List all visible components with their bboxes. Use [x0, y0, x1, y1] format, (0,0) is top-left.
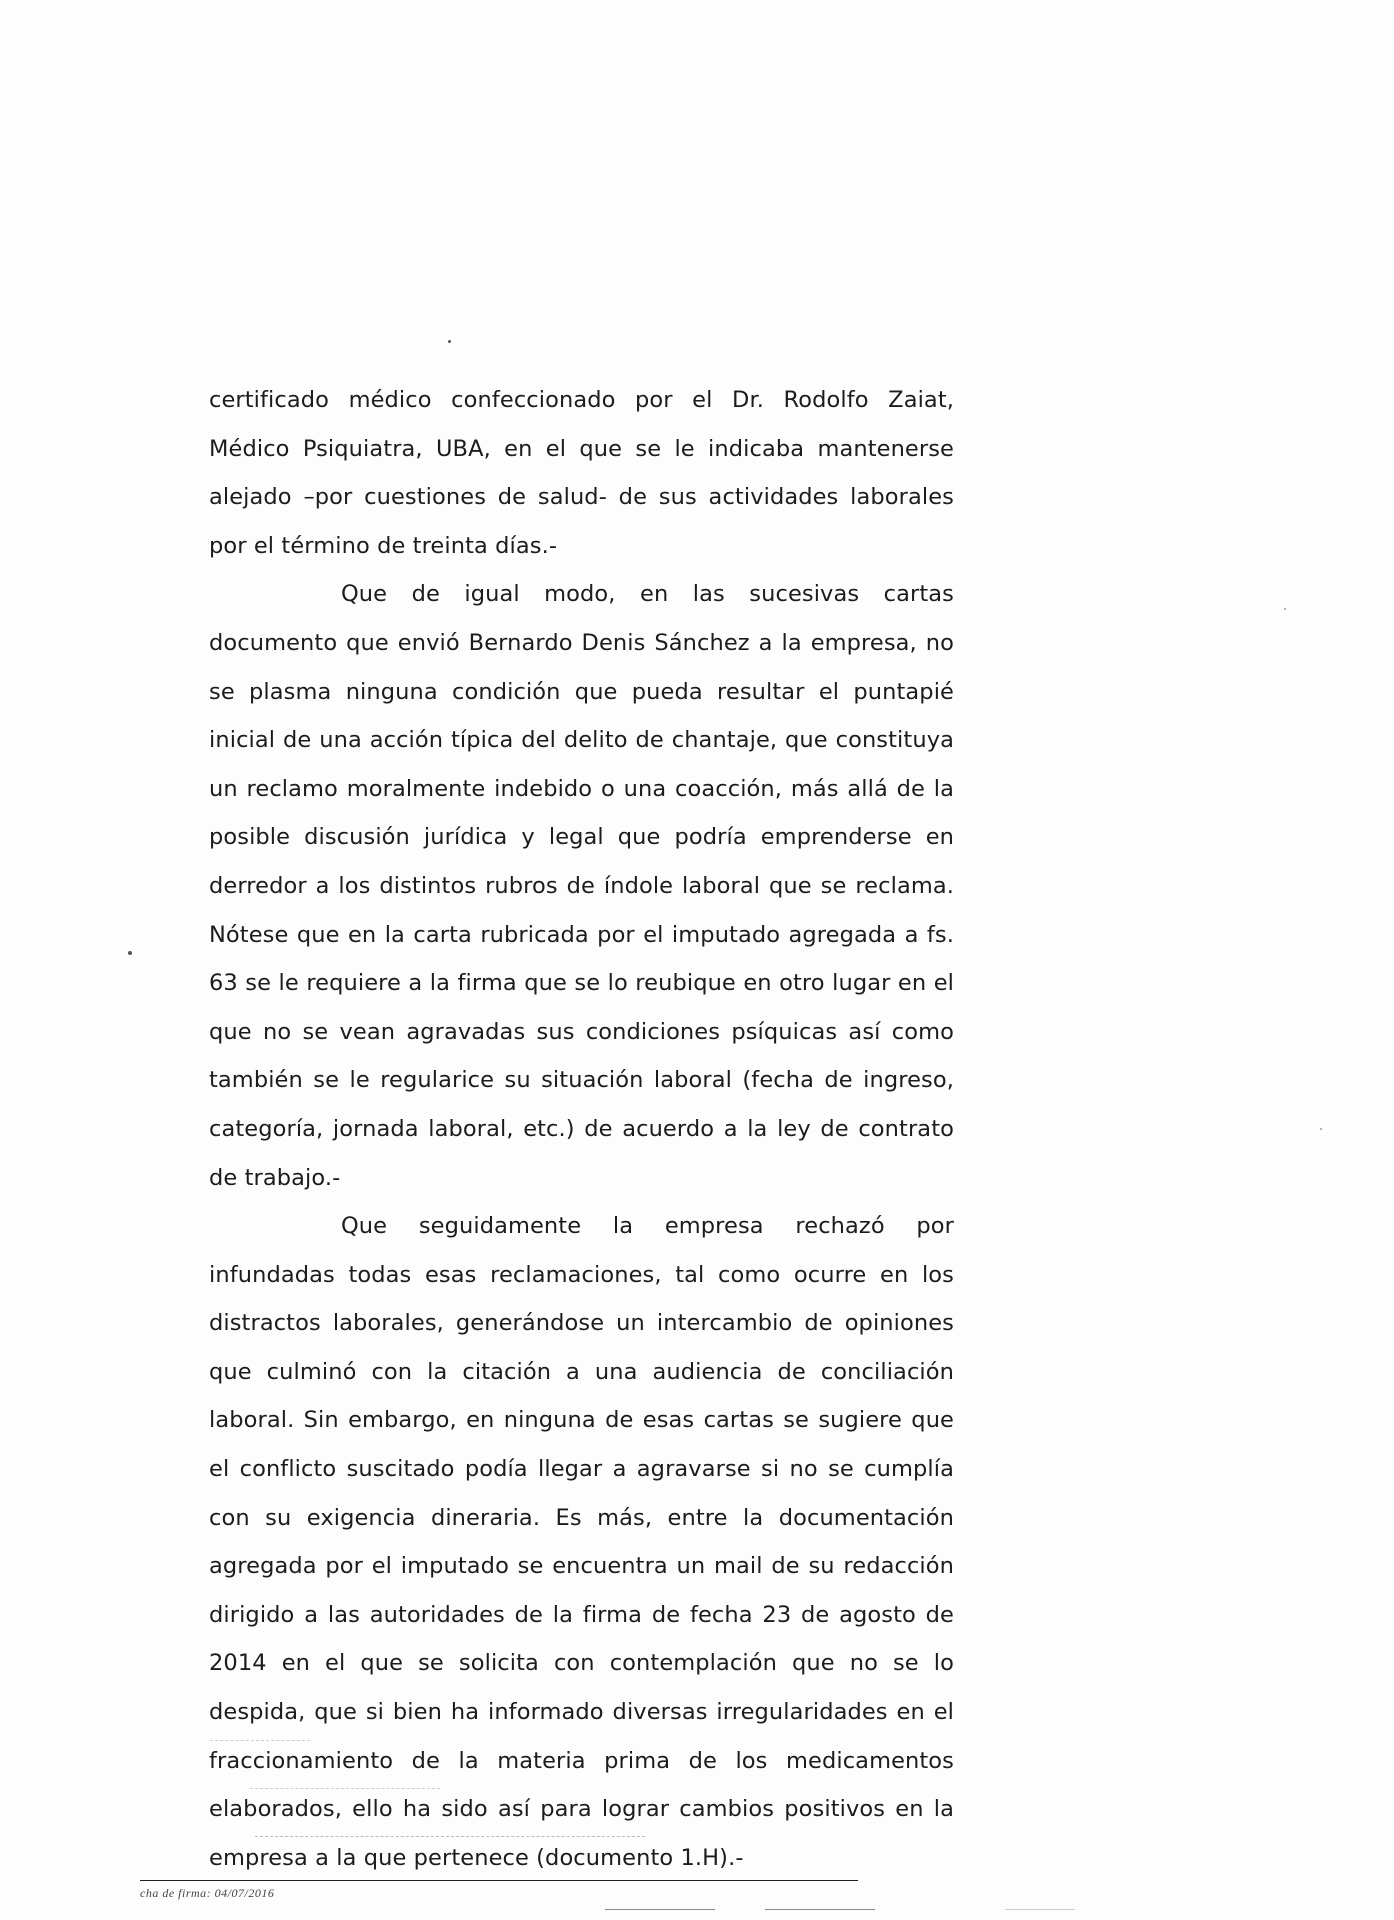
scan-speck	[448, 340, 451, 343]
footer-dash	[605, 1909, 715, 1910]
footer-dash	[765, 1909, 875, 1910]
paragraph-continuation: certificado médico confeccionado por el Dr. Rodolfo Zaiat, Médico Psiquiatra, UBA, en el que se le indicaba mantenerse alejado –por cuestiones de salud- de sus actividades laborales por el término de treinta días.-	[209, 387, 954, 559]
scan-speck	[1284, 608, 1286, 610]
footer-dash	[1005, 1909, 1075, 1910]
scan-speck	[128, 951, 132, 955]
scan-underline	[210, 1740, 310, 1741]
document-body	[209, 376, 954, 1882]
paragraph-rechazo-empresa: Que seguidamente la empresa rechazó por infundadas todas esas reclamaciones, tal como ocurre en los distractos laborales, generándose un intercambio de opiniones que culminó con la citación a una audiencia de conciliación laboral. Sin embargo, en ninguna de esas cartas se sugiere que el conflicto suscitado podía llegar a agravarse si no se cumplía con su exigencia dineraria. Es más, entre la documentación agregada por el imputado se encuentra un mail de su redacción dirigido a las autoridades de la firma de fecha 23 de agosto de 2014 en el que se solicita con contemplación que no se lo despida, que si bien ha informado diversas irregularidades en el fraccionamiento de la materia prima de los medicamentos elaborados, ello ha sido así para lograr cambios positivos en la empresa a la que pertenece (documento 1.H).-	[209, 1213, 954, 1871]
scan-underline	[255, 1836, 645, 1837]
scan-speck	[1320, 1128, 1322, 1130]
paragraph-cartas-documento: Que de igual modo, en las sucesivas cartas documento que envió Bernardo Denis Sánchez a la empresa, no se plasma ninguna condición que pueda resultar el puntapié inicial de una acción típica del delito de chantaje, que constituya un reclamo moralmente indebido o una coacción, más allá de la posible discusión jurídica y legal que podría emprenderse en derredor a los distintos rubros de índole laboral que se reclama. Nótese que en la carta rubricada por el imputado agregada a fs. 63 se le requiere a la firma que se lo reubique en otro lugar en el que no se vean agravadas sus condiciones psíquicas así como también se le regularice su situación laboral (fecha de ingreso, categoría, jornada laboral, etc.) de acuerdo a la ley de contrato de trabajo.-	[209, 581, 954, 1191]
footer-signature-date: cha de firma: 04/07/2016	[140, 1886, 275, 1900]
footer-rule	[140, 1880, 858, 1881]
scan-underline	[250, 1788, 440, 1789]
